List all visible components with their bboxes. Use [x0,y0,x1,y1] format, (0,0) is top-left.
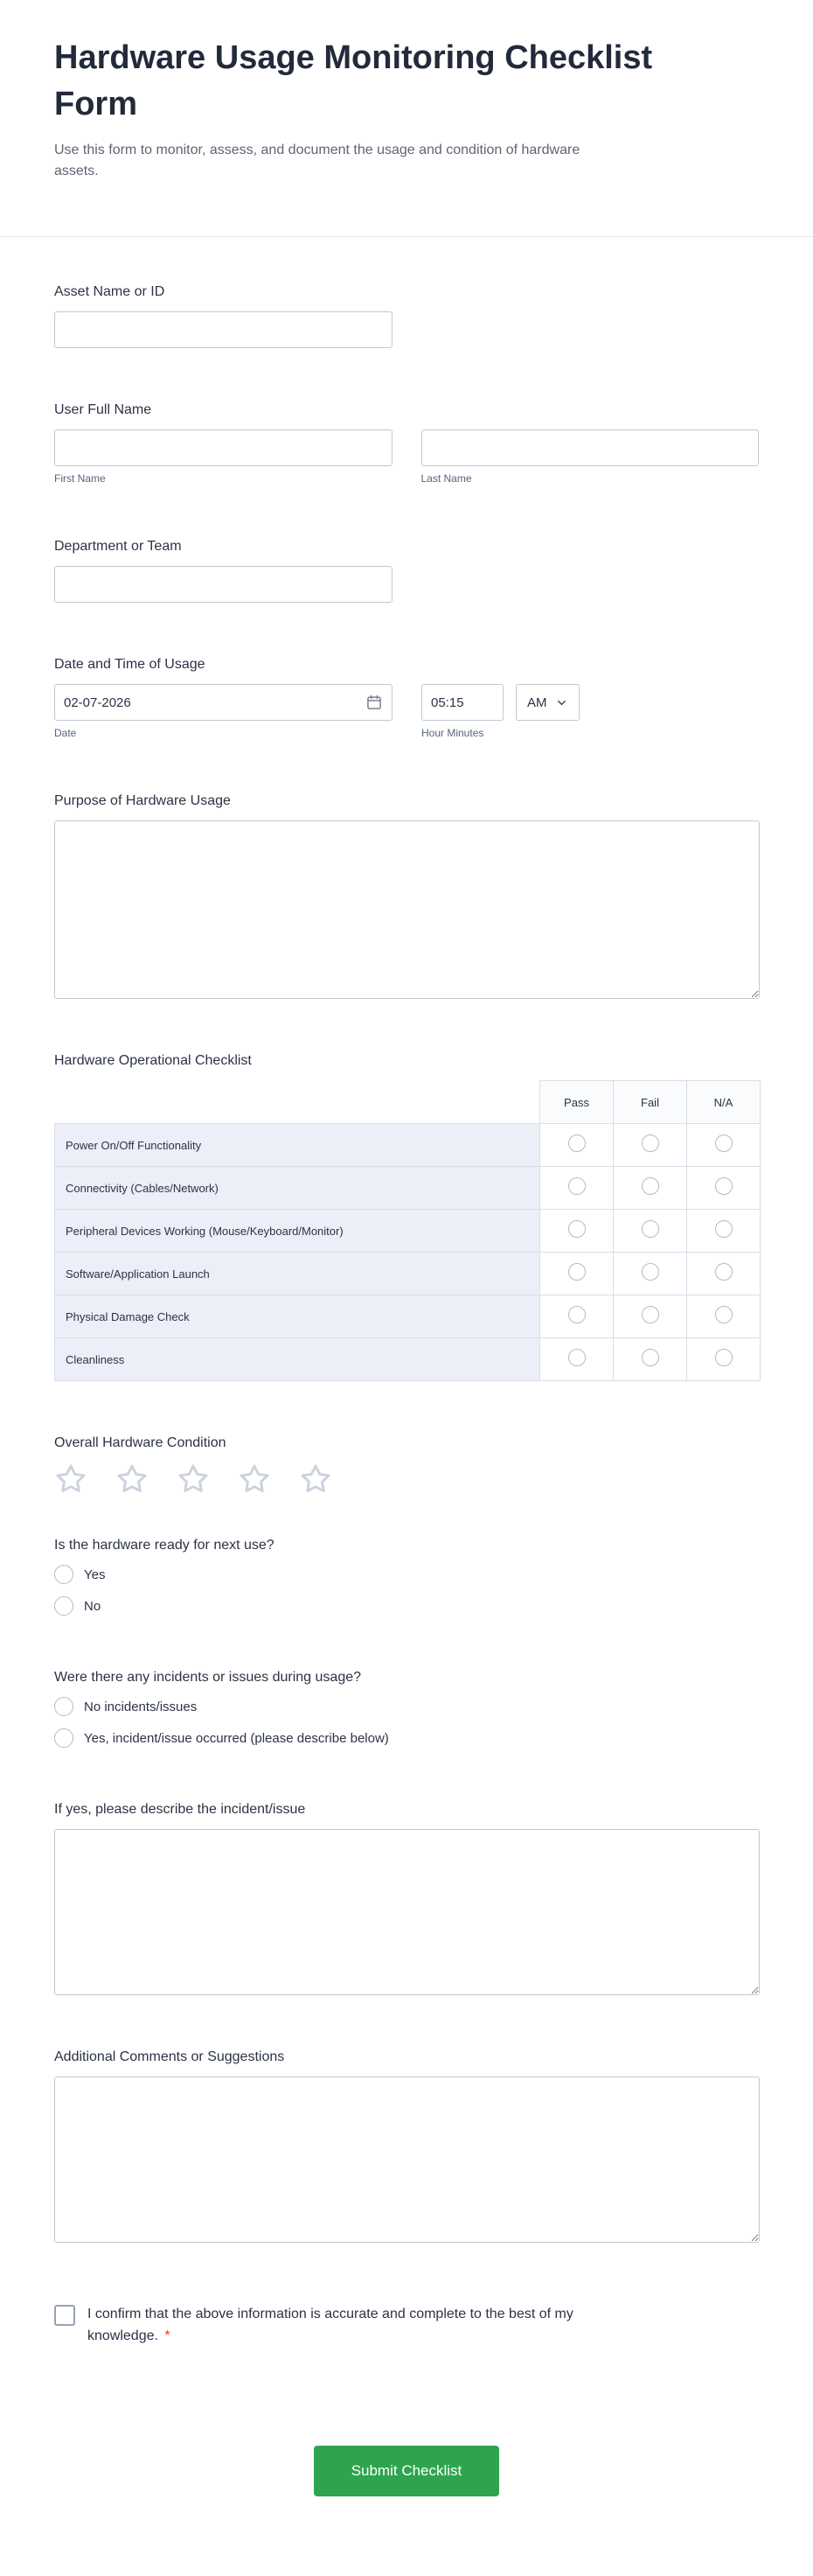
confirm-checkbox[interactable] [54,2305,75,2326]
field-asset-name [54,284,759,348]
time-sublabel: Hour Minutes [421,727,484,740]
incident-description-textarea[interactable] [54,1829,760,1995]
condition-label: Overall Hardware Condition [54,1435,226,1451]
comments-label: Additional Comments or Suggestions [54,2049,285,2065]
radio-na[interactable] [715,1134,733,1152]
row-label: Connectivity (Cables/Network) [55,1167,540,1210]
form-header [0,0,813,237]
radio-fail[interactable] [642,1134,659,1152]
radio-pass[interactable] [568,1349,586,1366]
radio-pass[interactable] [568,1220,586,1238]
row-label: Power On/Off Functionality [55,1124,540,1167]
ampm-col [516,684,580,721]
star-rating [54,1463,759,1496]
radio-incident-occurred[interactable] [54,1728,73,1748]
field-full-name [54,402,759,485]
table-row [55,1210,761,1253]
ampm-value: AM [527,695,547,710]
comments-textarea[interactable] [54,2077,760,2243]
table-row [55,1124,761,1167]
column-header-pass: Pass [540,1081,614,1124]
last-name-sublabel: Last Name [420,472,472,485]
submit-button[interactable]: Submit Checklist [314,2446,499,2496]
star-icon[interactable] [299,1463,332,1496]
radio-na[interactable] [715,1177,733,1195]
asset-name-input[interactable] [54,311,393,348]
checklist-table [54,1080,761,1381]
first-name-col [54,429,393,485]
field-incidents [54,1670,759,1748]
option-no-incidents [54,1697,759,1716]
date-sublabel: Date [54,727,77,740]
last-name-col [421,429,760,485]
field-purpose [54,793,759,999]
radio-na[interactable] [715,1306,733,1323]
radio-pass[interactable] [568,1306,586,1323]
radio-na[interactable] [715,1263,733,1281]
field-incident-description [54,1802,759,1995]
department-label: Department or Team [54,539,182,555]
incident-description-label: If yes, please describe the incident/issue [54,1802,306,1818]
incidents-label: Were there any incidents or issues during usage? [54,1670,362,1686]
first-name-input[interactable] [54,429,393,466]
option-label: No [84,1598,101,1614]
radio-fail[interactable] [642,1306,659,1323]
field-comments [54,2049,759,2243]
name-row [54,429,759,485]
option-yes [54,1565,759,1584]
confirm-label-text: I confirm that the above information is accurate and complete to the best of my knowledge. [87,2307,573,2344]
calendar-icon[interactable] [365,694,383,711]
date-input-wrap [54,684,393,721]
confirm-row [54,2304,759,2348]
radio-pass[interactable] [568,1177,586,1195]
date-input[interactable] [54,684,393,721]
checklist-label: Hardware Operational Checklist [54,1053,252,1069]
radio-fail[interactable] [642,1220,659,1238]
department-input[interactable] [54,566,393,603]
full-name-label: User Full Name [54,402,152,418]
table-header-row [55,1081,761,1124]
radio-na[interactable] [715,1349,733,1366]
star-icon[interactable] [115,1463,149,1496]
form-title: Hardware Usage Monitoring Checklist Form [54,39,653,123]
radio-yes[interactable] [54,1565,73,1584]
table-row [55,1167,761,1210]
row-label: Software/Application Launch [55,1253,540,1295]
option-incident-occurred [54,1728,759,1748]
asset-name-label: Asset Name or ID [54,284,165,300]
option-no [54,1596,759,1616]
option-label: Yes, incident/issue occurred (please describe below) [84,1730,389,1746]
first-name-sublabel: First Name [54,472,106,485]
radio-fail[interactable] [642,1349,659,1366]
table-corner-cell [55,1081,540,1124]
time-col [421,684,504,739]
field-condition [54,1435,759,1496]
table-row [55,1295,761,1338]
row-label: Physical Damage Check [55,1295,540,1338]
datetime-label: Date and Time of Usage [54,657,205,673]
chevron-down-icon [555,696,568,709]
datetime-row [54,684,759,739]
field-ready [54,1538,759,1616]
radio-pass[interactable] [568,1134,586,1152]
radio-pass[interactable] [568,1263,586,1281]
option-label: Yes [84,1567,106,1582]
star-icon[interactable] [54,1463,87,1496]
radio-fail[interactable] [642,1177,659,1195]
column-header-fail: Fail [614,1081,687,1124]
star-icon[interactable] [177,1463,210,1496]
field-department [54,539,759,603]
field-confirmation [54,2304,759,2348]
purpose-label: Purpose of Hardware Usage [54,793,231,809]
row-label: Cleanliness [55,1338,540,1381]
ampm-select[interactable] [516,684,580,721]
star-icon[interactable] [238,1463,271,1496]
form-subtitle: Use this form to monitor, assess, and document the usage and condition of hardware assets. [54,143,580,179]
table-row [55,1338,761,1381]
radio-no-incidents[interactable] [54,1697,73,1716]
ready-label: Is the hardware ready for next use? [54,1538,274,1553]
required-asterisk: * [164,2328,170,2344]
row-label: Peripheral Devices Working (Mouse/Keyboard/Monitor) [55,1210,540,1253]
purpose-textarea[interactable] [54,820,760,999]
confirm-label [87,2304,603,2348]
radio-fail[interactable] [642,1263,659,1281]
date-col [54,684,393,739]
column-header-na: N/A [687,1081,761,1124]
radio-na[interactable] [715,1220,733,1238]
last-name-input[interactable] [421,429,760,466]
field-datetime [54,657,759,739]
option-label: No incidents/issues [84,1699,198,1714]
field-checklist [54,1053,759,1381]
form-body [0,237,813,2538]
time-input[interactable] [421,684,504,721]
table-row [55,1253,761,1295]
submit-row [54,2446,759,2496]
radio-no[interactable] [54,1596,73,1616]
